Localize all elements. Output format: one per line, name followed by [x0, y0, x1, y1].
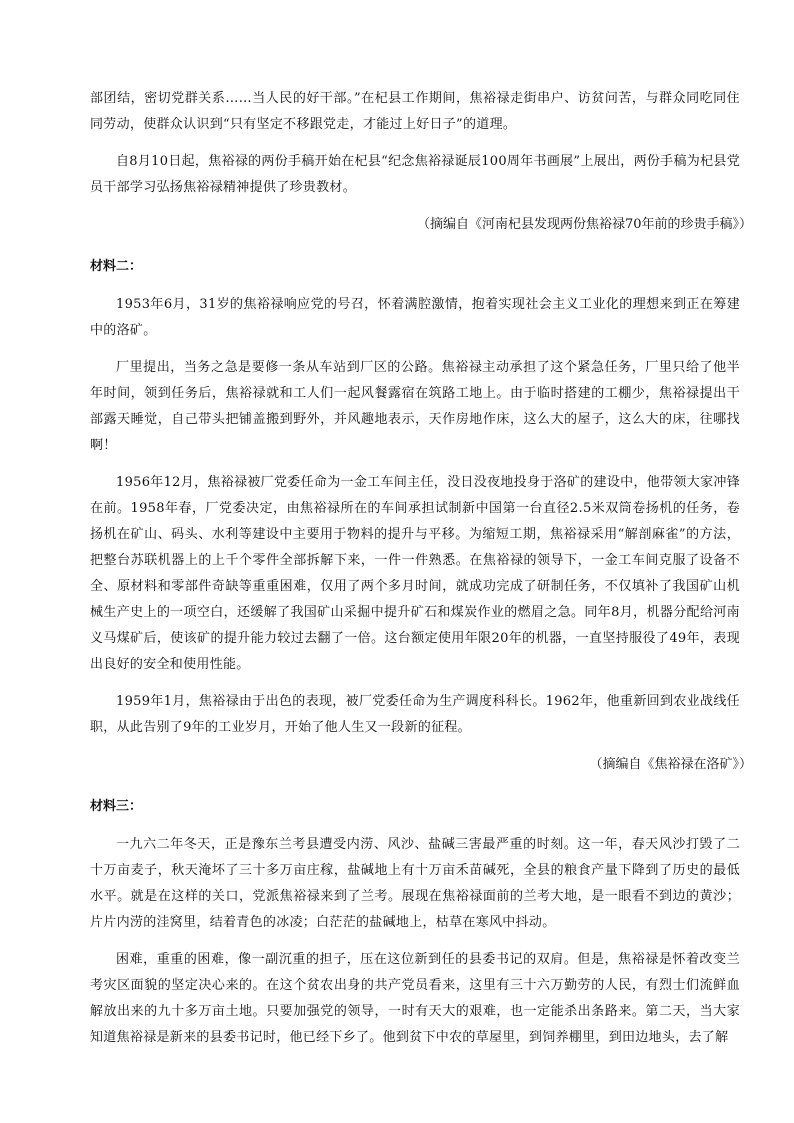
material-3-heading: 材料三：	[90, 799, 143, 814]
material-2-paragraph-4: 1959年1月，焦裕禄由于出色的表现，被厂党委任命为生产调度科科长。1962年，他重新回到农业战线任职，从此告别了9年的工业岁月，开始了他人生又一段新的征程。	[90, 694, 740, 735]
material-2-heading: 材料二：	[90, 259, 143, 274]
material-3-paragraph-2: 困难，重重的困难，像一副沉重的担子，压在这位新到任的县委书记的双肩。但是，焦裕禄是怀着改变兰考灾区面貌的坚定决心来的。在这个贫农出身的共产党员看来，这里有三十六万勤劳的人民，有烈士们流鲜血解放出来的九十多万亩土地。只要加强党的领导，一时有天大的艰难，也一定能杀出条路来。第二天，当大家知道焦裕禄是新来的县委书记时，他已经下乡了。他到贫下中农的草屋里，到饲养棚里，到田边地头，去了解	[90, 952, 740, 1045]
material-2-source-citation: （摘编自《焦裕禄在洛矿》）	[589, 757, 752, 772]
intro-paragraph-2: 自8月10日起，焦裕禄的两份手稿开始在杞县“纪念焦裕禄诞辰100周年书画展”上展出，两份手稿为杞县党员干部学习弘扬焦裕禄精神提供了珍贵教材。	[90, 154, 740, 195]
document-page	[90, 86, 752, 1062]
material-3-paragraph-1: 一九六二年冬天，正是豫东兰考县遭受内涝、风沙、盐碱三害最严重的时刻。这一年，春天风沙打毁了二十万亩麦子，秋天淹坏了三十多万亩庄稼，盐碱地上有十万亩禾苗碱死，全县的粮食产量下降到了历史的最低水平。就是在这样的关口，党派焦裕禄来到了兰考。展现在焦裕禄面前的兰考大地，是一眼看不到边的黄沙；片片内涝的洼窝里，结着青色的冰凌；白茫茫的盐碱地上，枯草在寒风中抖动。	[90, 837, 740, 930]
intro-source-citation: （摘编自《河南杞县发现两份焦裕禄70年前的珍贵手稿》）	[416, 217, 752, 232]
material-2-paragraph-1: 1953年6月，31岁的焦裕禄响应党的号召，怀着满腔激情，抱着实现社会主义工业化的理想来到正在筹建中的洛矿。	[90, 297, 740, 338]
material-2-paragraph-3: 1956年12月，焦裕禄被厂党委任命为一金工车间主任，没日没夜地投身于洛矿的建设中，他带领大家冲锋在前。1958年春，厂党委决定，由焦裕禄所在的车间承担试制新中国第一台直径2.5米双筒卷扬机的任务，卷扬机在矿山、码头、水利等建设中主要用于物料的提升与平移。为缩短工期，焦裕禄采用“解剖麻雀”的方法，把整台苏联机器上的上千个零件全部拆解下来，一件一件熟悉。在焦裕禄的领导下，一金工车间克服了设备不全、原材料和零部件奇缺等重重困难，仅用了两个多月时间，就成功完成了研制任务，不仅填补了我国矿山机械生产史上的一项空白，还缓解了我国矿山采掘中提升矿石和煤炭作业的燃眉之急。同年8月，机器分配给河南义马煤矿后，使该矿的提升能力较过去翻了一倍。这台额定使用年限20年的机器，一直坚持服役了49年，表现出良好的安全和使用性能。	[90, 475, 740, 672]
material-2-paragraph-2: 厂里提出，当务之急是要修一条从车站到厂区的公路。焦裕禄主动承担了这个紧急任务，厂里只给了他半年时间，领到任务后，焦裕禄就和工人们一起风餐露宿在筑路工地上。由于临时搭建的工棚少，焦裕禄提出干部露天睡觉，自己带头把铺盖搬到野外，并风趣地表示，天作房地作床，这么大的屋子，这么大的床，往哪找啊！	[90, 360, 740, 453]
intro-paragraph-1: 部团结，密切党群关系……当人民的好干部。”在杞县工作期间，焦裕禄走街串户、访贫问苦，与群众同吃同住同劳动，使群众认识到“只有坚定不移跟党走，才能过上好日子”的道理。	[90, 91, 740, 132]
